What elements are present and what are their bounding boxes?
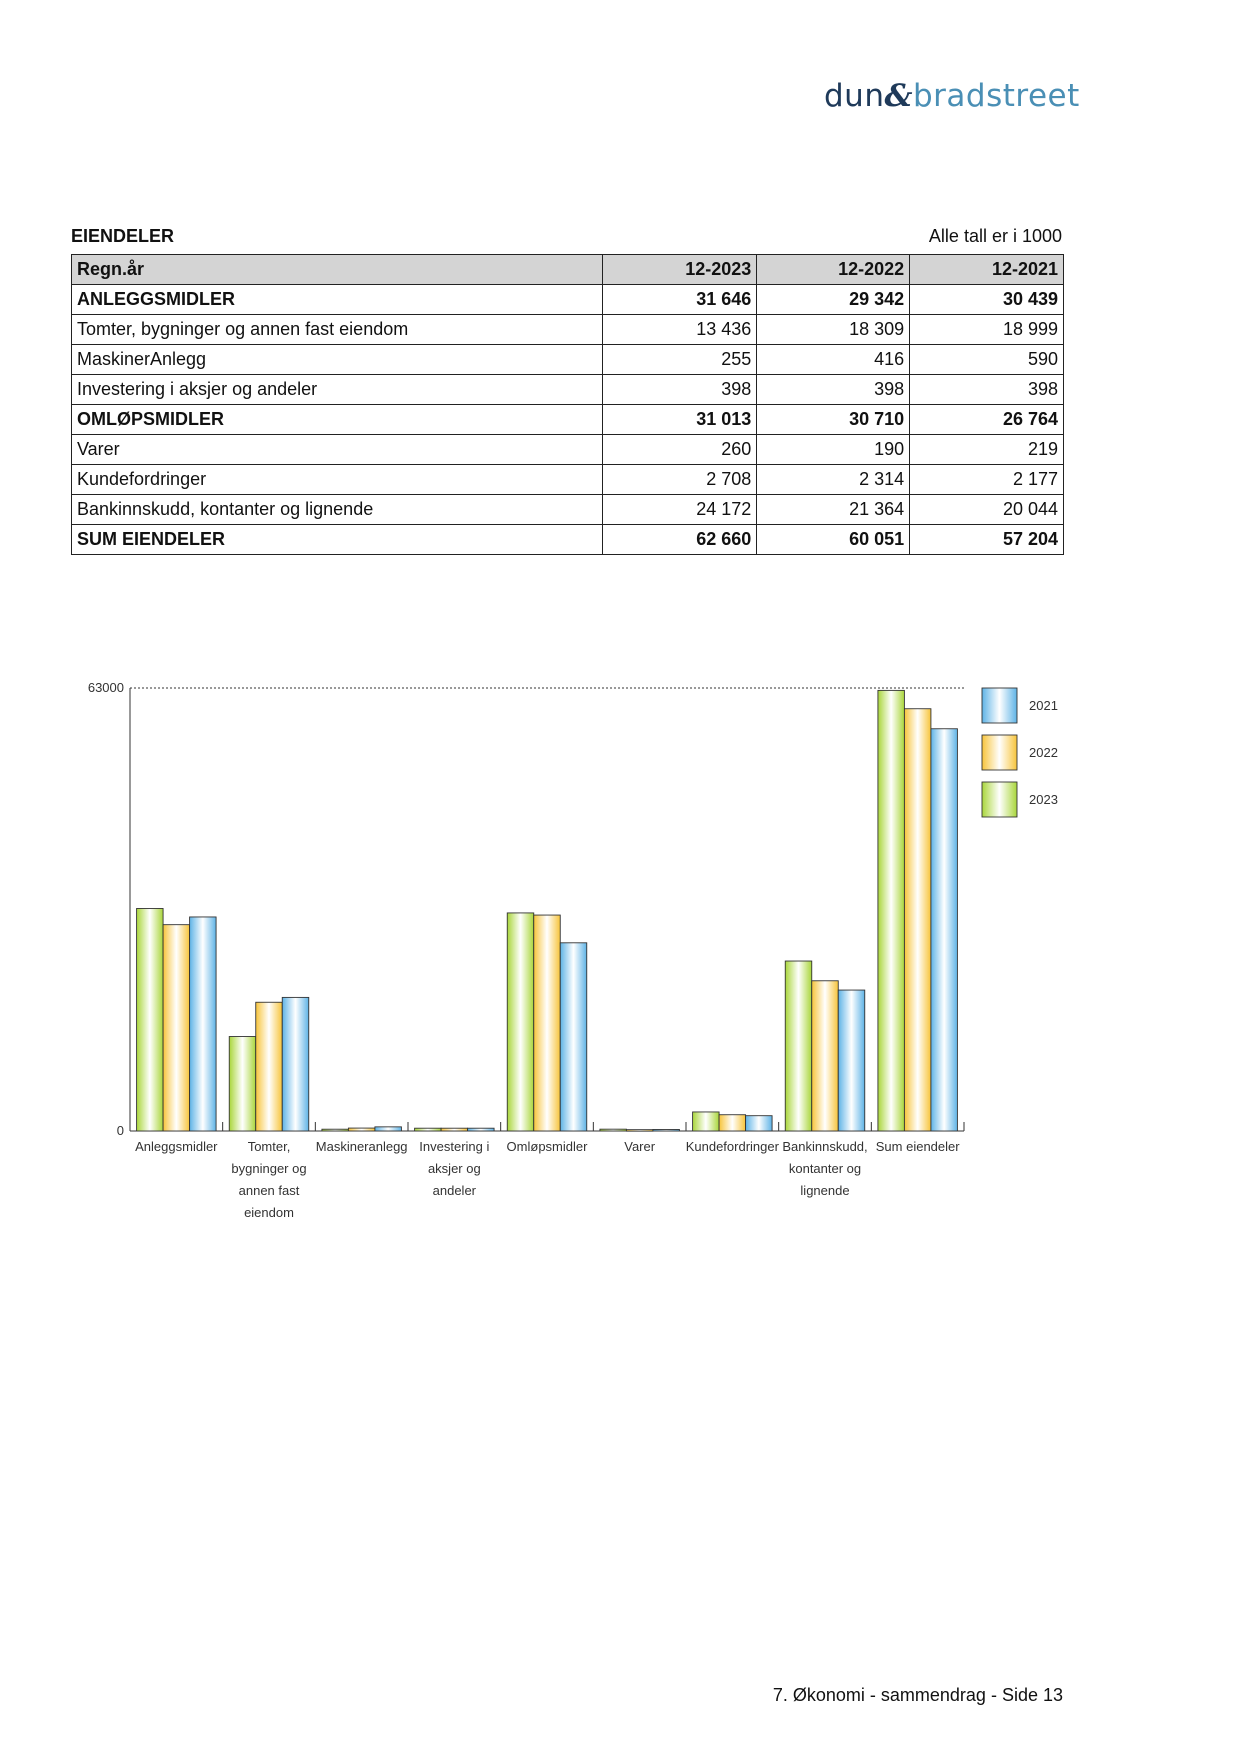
cell-value: 60 051: [757, 525, 910, 555]
bar-2021: [746, 1116, 773, 1131]
header-label: Regn.år: [72, 255, 603, 285]
cell-value: 255: [603, 345, 757, 375]
x-category-label: bygninger og: [231, 1161, 307, 1176]
bar-2022: [348, 1128, 375, 1131]
x-category-label: Kundefordringer: [685, 1139, 779, 1154]
x-category-label: Tomter,: [247, 1139, 291, 1154]
cell-value: 29 342: [757, 285, 910, 315]
cell-value: 57 204: [910, 525, 1064, 555]
bar-2022: [441, 1128, 468, 1131]
bar-2021: [560, 943, 587, 1131]
x-category-label: Bankinnskudd,: [782, 1139, 868, 1154]
cell-value: 31 013: [603, 405, 757, 435]
row-label: Bankinnskudd, kontanter og lignende: [72, 495, 603, 525]
x-category-label: annen fast: [238, 1183, 300, 1198]
header-year: 12-2022: [757, 255, 910, 285]
bar-2023: [693, 1112, 720, 1131]
x-category-label: Maskineranlegg: [315, 1139, 408, 1154]
row-label: Varer: [72, 435, 603, 465]
cell-value: 190: [757, 435, 910, 465]
legend-swatch-2021: [982, 688, 1017, 723]
x-category-label: andeler: [432, 1183, 477, 1198]
legend-label: 2022: [1029, 745, 1058, 760]
cell-value: 21 364: [757, 495, 910, 525]
x-category-label: Sum eiendeler: [875, 1139, 960, 1154]
x-category-label: lignende: [800, 1183, 850, 1198]
row-label: SUM EIENDELER: [72, 525, 603, 555]
cell-value: 2 314: [757, 465, 910, 495]
cell-value: 24 172: [603, 495, 757, 525]
legend-label: 2023: [1029, 792, 1058, 807]
cell-value: 13 436: [603, 315, 757, 345]
bar-2023: [878, 690, 905, 1131]
x-category-label: aksjer og: [427, 1161, 481, 1176]
header-year: 12-2023: [603, 255, 757, 285]
bar-2021: [838, 990, 865, 1131]
cell-value: 260: [603, 435, 757, 465]
cell-value: 31 646: [603, 285, 757, 315]
bar-2022: [163, 925, 190, 1131]
row-label: Kundefordringer: [72, 465, 603, 495]
cell-value: 26 764: [910, 405, 1064, 435]
cell-value: 416: [757, 345, 910, 375]
bar-2022: [534, 915, 561, 1131]
cell-value: 590: [910, 345, 1064, 375]
header-year: 12-2021: [910, 255, 1064, 285]
bar-2023: [137, 908, 164, 1131]
legend-swatch-2022: [982, 735, 1017, 770]
cell-value: 18 309: [757, 315, 910, 345]
section-title: EIENDELER: [71, 226, 175, 246]
bar-2022: [904, 709, 931, 1131]
cell-value: 30 439: [910, 285, 1064, 315]
cell-value: 219: [910, 435, 1064, 465]
y-tick-label: 63000: [87, 680, 124, 695]
bar-2021: [653, 1129, 680, 1131]
x-category-label: Investering i: [419, 1139, 490, 1154]
y-tick-label: 0: [116, 1123, 124, 1138]
dun-bradstreet-logo: dun&bradstreet: [824, 78, 1080, 114]
bar-2021: [282, 997, 309, 1131]
legend-swatch-2023: [982, 782, 1017, 817]
bar-2022: [812, 981, 839, 1131]
bar-2023: [322, 1129, 349, 1131]
row-label: ANLEGGSMIDLER: [72, 285, 603, 315]
cell-value: 398: [603, 375, 757, 405]
cell-value: 2 708: [603, 465, 757, 495]
x-category-label: kontanter og: [788, 1161, 862, 1176]
cell-value: 18 999: [910, 315, 1064, 345]
bar-2022: [626, 1130, 653, 1132]
x-category-label: eiendom: [244, 1205, 294, 1220]
bar-2021: [375, 1127, 402, 1131]
row-label: Tomter, bygninger og annen fast eiendom: [72, 315, 603, 345]
bar-2023: [229, 1037, 256, 1131]
cell-value: 2 177: [910, 465, 1064, 495]
bar-2023: [507, 913, 534, 1131]
x-category-label: Varer: [624, 1139, 656, 1154]
bar-2022: [256, 1002, 283, 1131]
cell-value: 398: [757, 375, 910, 405]
bar-2023: [785, 961, 812, 1131]
row-label: MaskinerAnlegg: [72, 345, 603, 375]
bar-2023: [600, 1129, 627, 1131]
row-label: Investering i aksjer og andeler: [72, 375, 603, 405]
bar-2023: [415, 1128, 442, 1131]
bar-2021: [190, 917, 217, 1131]
cell-value: 62 660: [603, 525, 757, 555]
cell-value: 30 710: [757, 405, 910, 435]
cell-value: 398: [910, 375, 1064, 405]
bar-2021: [931, 729, 958, 1131]
legend-label: 2021: [1029, 698, 1058, 713]
bar-2021: [468, 1128, 495, 1131]
unit-note: Alle tall er i 1000: [928, 226, 1062, 246]
x-category-label: Anleggsmidler: [135, 1139, 218, 1154]
bar-2022: [719, 1115, 746, 1131]
row-label: OMLØPSMIDLER: [72, 405, 603, 435]
cell-value: 20 044: [910, 495, 1064, 525]
x-category-label: Omløpsmidler: [506, 1139, 588, 1154]
page-footer: 7. Økonomi - sammendrag - Side 13: [772, 1685, 1063, 1705]
